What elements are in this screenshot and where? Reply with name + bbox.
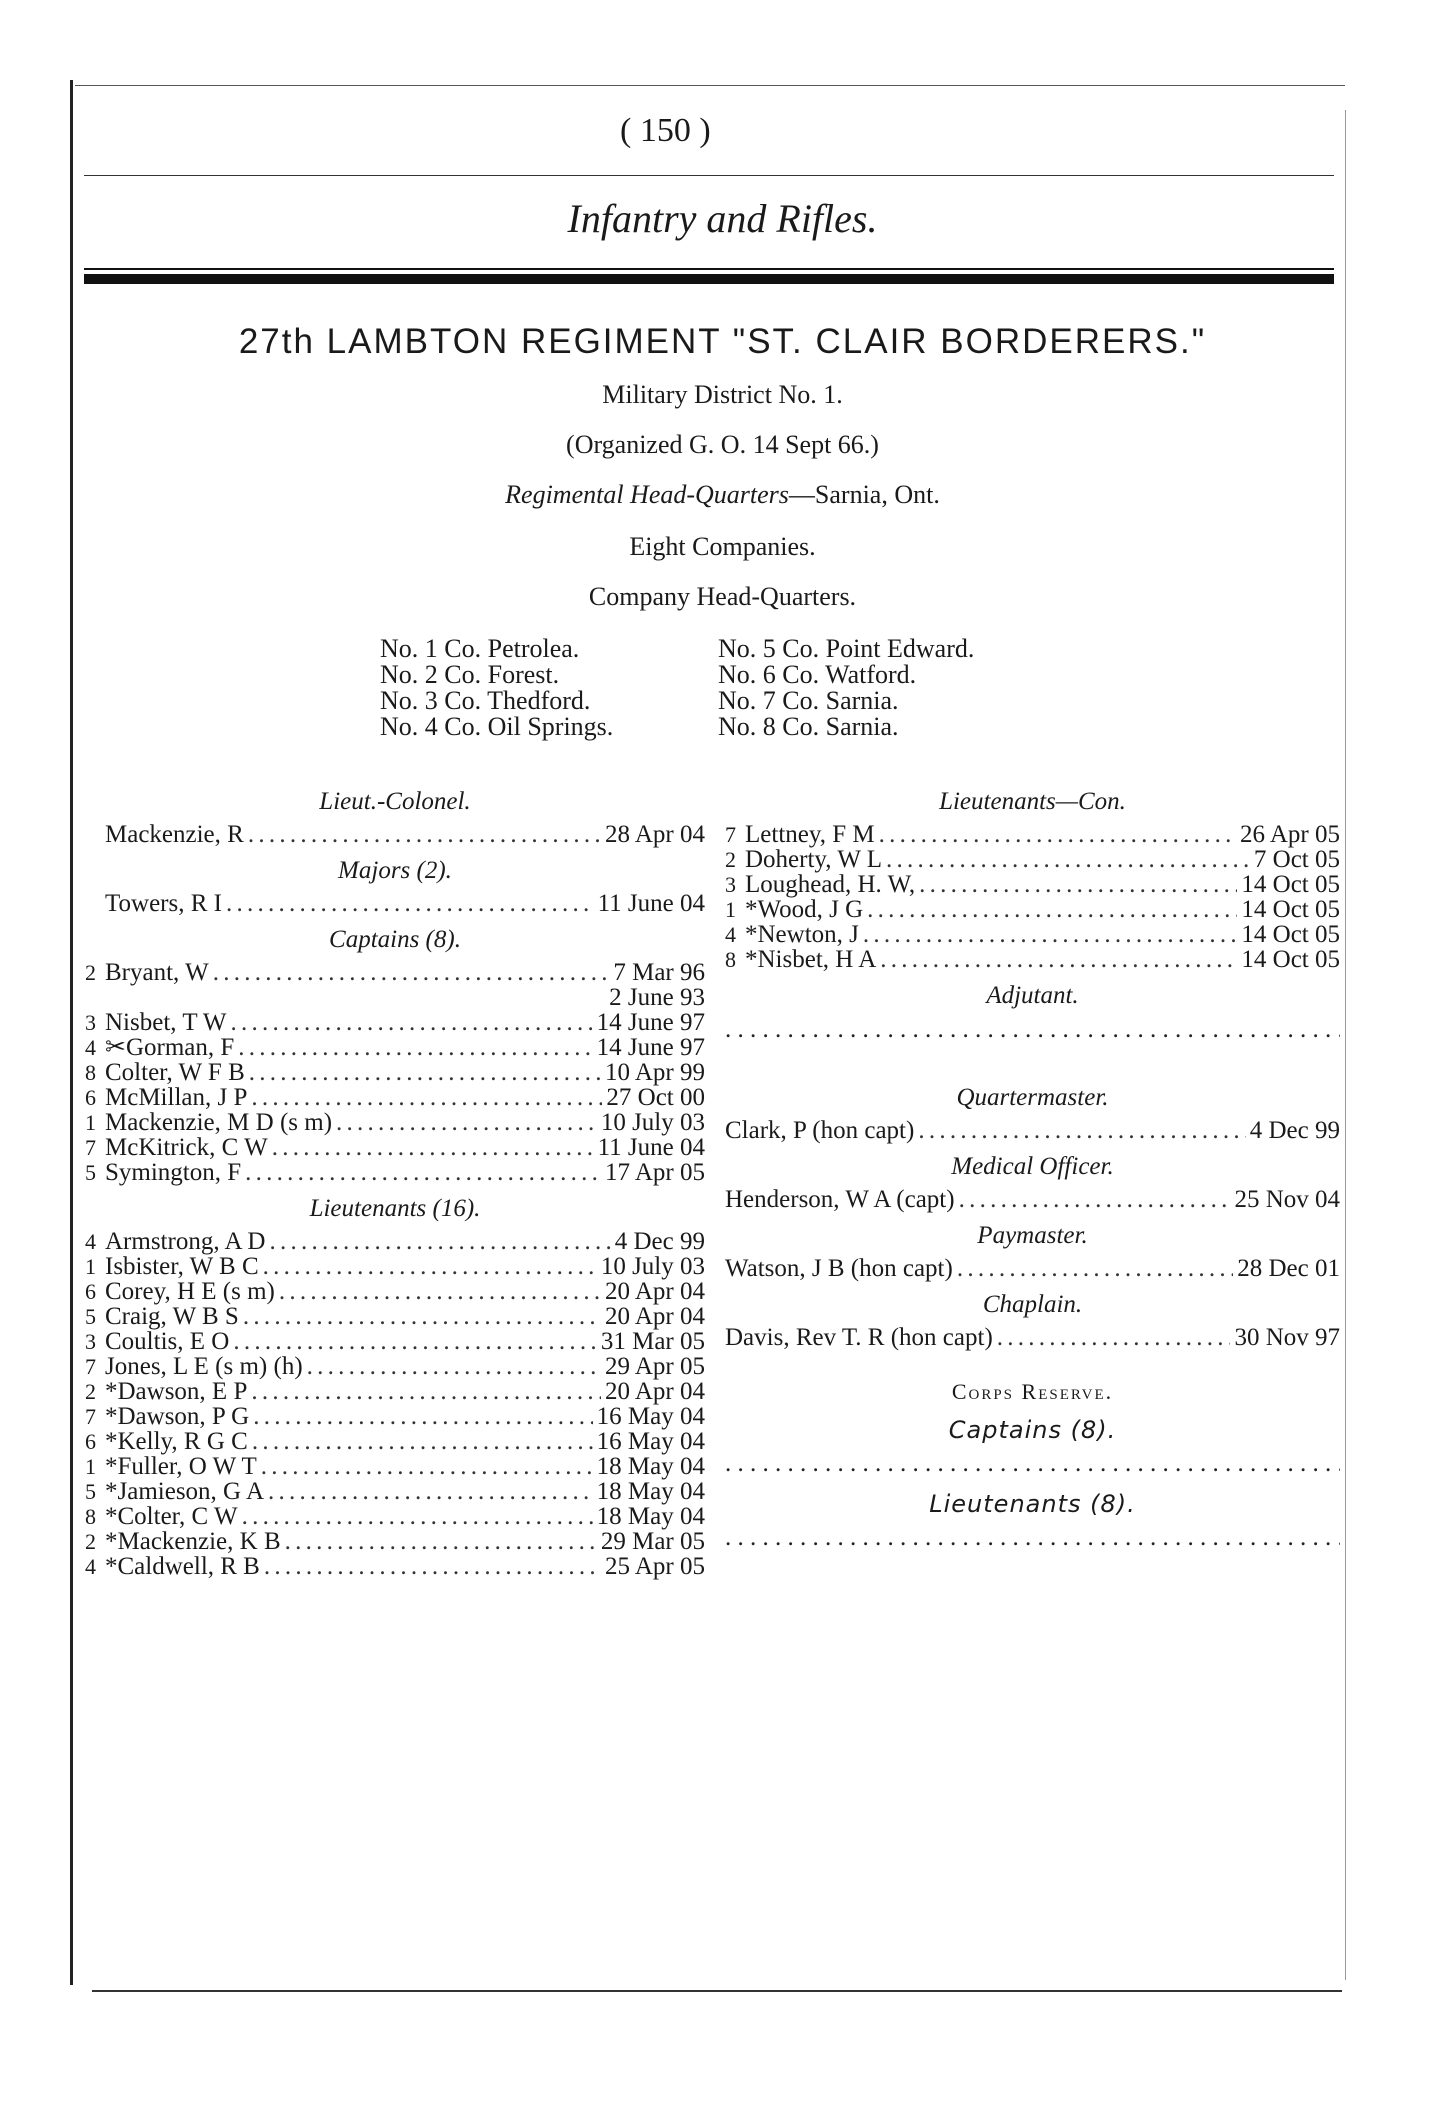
officer-name: *Nisbet, H A <box>745 946 877 973</box>
regimental-hq <box>0 480 1445 510</box>
adjutant-vacant-line <box>725 1016 1340 1046</box>
officer-name: *Dawson, P G <box>105 1403 250 1430</box>
company-item: No. 8 Co. Sarnia. <box>718 712 899 741</box>
officer-name: Towers, R I <box>105 890 222 917</box>
company-item: No. 4 Co. Oil Springs. <box>380 712 614 741</box>
officer-name: *Jamieson, G A <box>105 1478 265 1505</box>
lieutenants-con-header: Lieutenants—Con. <box>939 788 1126 815</box>
officer-name: *Colter, C W <box>105 1503 238 1530</box>
commission-date: 2 June 93 <box>609 984 705 1011</box>
officer-entry <box>85 1304 705 1329</box>
leader-dots <box>279 1279 601 1304</box>
commission-date: 30 Nov 97 <box>1234 1324 1340 1351</box>
leader-dots <box>231 1010 593 1035</box>
company-number: 7 <box>85 1404 96 1429</box>
officer-entry <box>85 960 705 985</box>
company-number: 7 <box>85 1135 96 1160</box>
section-rule-heavy <box>84 274 1334 284</box>
commission-date: 16 May 04 <box>596 1428 705 1455</box>
officer-entry <box>85 1479 705 1504</box>
company-number: 6 <box>85 1085 96 1110</box>
officer-entry <box>725 947 1340 972</box>
company-number: 3 <box>725 872 736 897</box>
adjutant-header: Adjutant. <box>986 982 1079 1009</box>
commission-date: 7 Mar 96 <box>613 959 705 986</box>
company-number: 8 <box>85 1060 96 1085</box>
section-rule-thin <box>84 268 1334 270</box>
leader-dots <box>253 1404 592 1429</box>
commission-date: 20 Apr 04 <box>605 1378 705 1405</box>
company-number: 8 <box>85 1504 96 1529</box>
regimental-hq-label: Regimental Head-Quarters <box>505 480 789 509</box>
company-number: 4 <box>85 1035 96 1060</box>
leader-dots <box>307 1354 601 1379</box>
commission-date: 18 May 04 <box>596 1453 705 1480</box>
company-item: No. 2 Co. Forest. <box>380 660 560 689</box>
leader-dots <box>251 1379 601 1404</box>
officer-entry <box>85 1279 705 1304</box>
leader-dots <box>226 891 594 916</box>
reserve-captains-line <box>725 1450 1340 1480</box>
commission-date: 14 Oct 05 <box>1241 921 1340 948</box>
company-number: 6 <box>85 1279 96 1304</box>
commission-date: 14 Oct 05 <box>1241 896 1340 923</box>
officer-entry <box>85 1060 705 1085</box>
commission-date: 26 Apr 05 <box>1240 821 1340 848</box>
medical-officer-entry <box>725 1187 1340 1212</box>
company-item: No. 3 Co. Thedford. <box>380 686 591 715</box>
majors-header: Majors (2). <box>338 857 452 884</box>
officer-name: Armstrong, A D <box>105 1228 266 1255</box>
commission-date: 25 Nov 04 <box>1234 1186 1340 1213</box>
regiment-title: 27th LAMBTON REGIMENT "ST. CLAIR BORDERERS." <box>238 322 1207 361</box>
leader-dots <box>336 1110 597 1135</box>
leader-dots <box>251 1085 602 1110</box>
officer-entry <box>85 1135 705 1160</box>
leader-dots <box>269 1229 610 1254</box>
company-number: 4 <box>85 1229 96 1254</box>
officer-entry <box>85 1085 705 1110</box>
commission-date: 28 Dec 01 <box>1237 1255 1340 1282</box>
officer-name: *Dawson, E P <box>105 1378 248 1405</box>
page-number: ( 150 ) <box>620 112 711 149</box>
officer-entry <box>85 985 705 1010</box>
chaplain-header: Chaplain. <box>982 1291 1083 1318</box>
leader-dots <box>242 1504 593 1529</box>
leader-dots <box>213 960 610 985</box>
company-number: 1 <box>85 1110 96 1135</box>
company-number: 3 <box>85 1010 96 1035</box>
commission-date: 7 Oct 05 <box>1253 846 1340 873</box>
commission-date: 14 June 97 <box>596 1034 705 1061</box>
commission-date: 25 Apr 05 <box>605 1553 705 1580</box>
officer-entry <box>85 1454 705 1479</box>
officer-entry <box>85 1160 705 1185</box>
company-number: 7 <box>725 822 736 847</box>
officer-name: Bryant, W <box>105 959 209 986</box>
lieutenants-list <box>85 1229 705 1579</box>
officer-entry <box>85 1035 705 1060</box>
leader-dots <box>919 872 1237 897</box>
leader-dots <box>252 1429 593 1454</box>
leader-dots <box>248 822 601 847</box>
officer-name: *Kelly, R G C <box>105 1428 248 1455</box>
officer-name: Nisbet, T W <box>105 1009 227 1036</box>
officer-entry <box>725 897 1340 922</box>
paymaster-header: Paymaster. <box>977 1222 1088 1249</box>
leader-dots <box>263 1254 597 1279</box>
regimental-hq-value: —Sarnia, Ont. <box>788 480 940 509</box>
page-frame-bottom <box>92 1990 1342 1992</box>
officer-name: *Wood, J G <box>745 896 864 923</box>
company-number: 6 <box>85 1429 96 1454</box>
company-number: 3 <box>85 1329 96 1354</box>
company-list-left <box>380 636 613 740</box>
officer-name: *Fuller, O W T <box>105 1453 257 1480</box>
paymaster-entry <box>725 1256 1340 1281</box>
officer-entry <box>85 1329 705 1354</box>
reserve-lieutenants-header: Lieutenants (8). <box>929 1490 1136 1518</box>
leader-dots <box>268 1479 593 1504</box>
leader-dots <box>264 1554 601 1579</box>
commission-date: 29 Mar 05 <box>600 1528 705 1555</box>
officer-name: *Newton, J <box>745 921 859 948</box>
officer-name: Coultis, E O <box>105 1328 230 1355</box>
officer-name: ✂Gorman, F <box>105 1034 235 1061</box>
commission-date: 17 Apr 05 <box>605 1159 705 1186</box>
officer-name: Mackenzie, M D (s m) <box>105 1109 333 1136</box>
commission-date: 18 May 04 <box>596 1503 705 1530</box>
company-number: 5 <box>85 1160 96 1185</box>
officer-name: Colter, W F B <box>105 1059 245 1086</box>
commission-date: 16 May 04 <box>596 1403 705 1430</box>
commission-date: 14 June 97 <box>596 1009 705 1036</box>
officer-entry <box>85 1554 705 1579</box>
page-frame-left <box>70 80 73 1985</box>
organized-note: (Organized G. O. 14 Sept 66.) <box>566 430 879 459</box>
commission-date: 18 May 04 <box>596 1478 705 1505</box>
leader-dots <box>249 1060 601 1085</box>
commission-date: 10 July 03 <box>600 1253 705 1280</box>
captains-header: Captains (8). <box>329 926 461 953</box>
leader-dots <box>238 1035 592 1060</box>
leader-dots <box>886 847 1250 872</box>
companies-count: Eight Companies. <box>629 532 816 561</box>
commission-date: 14 Oct 05 <box>1241 946 1340 973</box>
company-number: 2 <box>725 847 736 872</box>
officer-entry <box>85 1529 705 1554</box>
corps-reserve-header: Corps Reserve. <box>951 1379 1114 1404</box>
company-number: 5 <box>85 1479 96 1504</box>
officers-left-column <box>85 778 705 1579</box>
header-rule <box>84 175 1334 176</box>
officer-entry <box>725 922 1340 947</box>
company-number: 1 <box>85 1454 96 1479</box>
officer-entry <box>85 822 705 847</box>
commission-date: 31 Mar 05 <box>600 1328 705 1355</box>
officer-name: Doherty, W L <box>745 846 883 873</box>
officer-name: Corey, H E (s m) <box>105 1278 275 1305</box>
company-number: 2 <box>85 960 96 985</box>
officer-name: Mackenzie, R <box>105 821 244 848</box>
commission-date: 11 June 04 <box>597 1134 705 1161</box>
officer-name: McKitrick, C W <box>105 1134 268 1161</box>
officer-entry <box>85 1354 705 1379</box>
leader-dots <box>880 947 1237 972</box>
company-number: 2 <box>85 1529 96 1554</box>
officer-name: Watson, J B (hon capt) <box>725 1255 953 1282</box>
officer-entry <box>85 1010 705 1035</box>
lieutenants-header: Lieutenants (16). <box>309 1195 481 1222</box>
leader-dots <box>863 922 1238 947</box>
company-list-right <box>718 636 974 740</box>
officer-entry <box>725 872 1340 897</box>
company-number: 1 <box>85 1254 96 1279</box>
lt-colonel-list <box>85 822 705 847</box>
officer-name: Symington, F <box>105 1159 242 1186</box>
officer-entry <box>85 891 705 916</box>
officer-name: Davis, Rev T. R (hon capt) <box>725 1324 993 1351</box>
lieutenants-con-list <box>725 822 1340 972</box>
officer-name: Craig, W B S <box>105 1303 239 1330</box>
officer-name: Jones, L E (s m) (h) <box>105 1353 303 1380</box>
commission-date: 4 Dec 99 <box>1249 1117 1340 1144</box>
commission-date: 20 Apr 04 <box>605 1303 705 1330</box>
leader-dots <box>272 1135 594 1160</box>
leader-dots <box>867 897 1237 922</box>
reserve-captains-header: Captains (8). <box>948 1416 1117 1444</box>
commission-date: 28 Apr 04 <box>605 821 705 848</box>
officer-name: McMillan, J P <box>105 1084 248 1111</box>
commission-date: 10 Apr 99 <box>605 1059 705 1086</box>
officer-name: Loughead, H. W, <box>745 871 916 898</box>
leader-dots <box>285 1529 597 1554</box>
commission-date: 10 July 03 <box>600 1109 705 1136</box>
officer-entry <box>85 1229 705 1254</box>
quartermaster-header: Quartermaster. <box>956 1084 1109 1111</box>
officer-entry <box>85 1429 705 1454</box>
reserve-lieutenants-line <box>725 1524 1340 1554</box>
leader-dots <box>879 822 1236 847</box>
company-item: No. 7 Co. Sarnia. <box>718 686 899 715</box>
captains-list <box>85 960 705 1185</box>
company-item: No. 6 Co. Watford. <box>718 660 917 689</box>
company-number: 7 <box>85 1354 96 1379</box>
officer-name: *Caldwell, R B <box>105 1553 260 1580</box>
company-number: 4 <box>725 922 736 947</box>
district: Military District No. 1. <box>602 380 843 409</box>
company-number: 4 <box>85 1554 96 1579</box>
chaplain-entry <box>725 1325 1340 1350</box>
majors-list <box>85 891 705 916</box>
officer-entry <box>85 1504 705 1529</box>
officers-right-column <box>725 778 1340 1554</box>
officer-entry <box>85 1404 705 1429</box>
officer-entry <box>85 1110 705 1135</box>
commission-date: 27 Oct 00 <box>606 1084 705 1111</box>
company-number: 5 <box>85 1304 96 1329</box>
company-item: No. 5 Co. Point Edward. <box>718 634 975 663</box>
company-item: No. 1 Co. Petrolea. <box>380 634 580 663</box>
officer-entry <box>725 847 1340 872</box>
company-number: 2 <box>85 1379 96 1404</box>
officer-entry <box>85 1254 705 1279</box>
leader-dots <box>233 1329 597 1354</box>
officer-name: Lettney, F M <box>745 821 875 848</box>
company-hq-label: Company Head-Quarters. <box>588 582 857 611</box>
commission-date: 20 Apr 04 <box>605 1278 705 1305</box>
lt-colonel-header: Lieut.-Colonel. <box>319 788 471 815</box>
commission-date: 11 June 04 <box>597 890 705 917</box>
commission-date: 4 Dec 99 <box>614 1228 705 1255</box>
officer-name: Clark, P (hon capt) <box>725 1117 915 1144</box>
leader-dots <box>261 1454 593 1479</box>
section-title: Infantry and Rifles. <box>567 196 878 241</box>
officer-entry <box>725 822 1340 847</box>
officer-name: *Mackenzie, K B <box>105 1528 281 1555</box>
page-frame-top <box>75 85 1345 86</box>
quartermaster-entry <box>725 1118 1340 1143</box>
leader-dots <box>243 1304 601 1329</box>
officer-name: Isbister, W B C <box>105 1253 259 1280</box>
officer-name: Henderson, W A (capt) <box>725 1186 955 1213</box>
commission-date: 29 Apr 05 <box>605 1353 705 1380</box>
medical-officer-header: Medical Officer. <box>951 1153 1114 1180</box>
leader-dots <box>245 1160 601 1185</box>
company-number: 8 <box>725 947 736 972</box>
commission-date: 14 Oct 05 <box>1241 871 1340 898</box>
officer-entry <box>85 1379 705 1404</box>
company-number: 1 <box>725 897 736 922</box>
